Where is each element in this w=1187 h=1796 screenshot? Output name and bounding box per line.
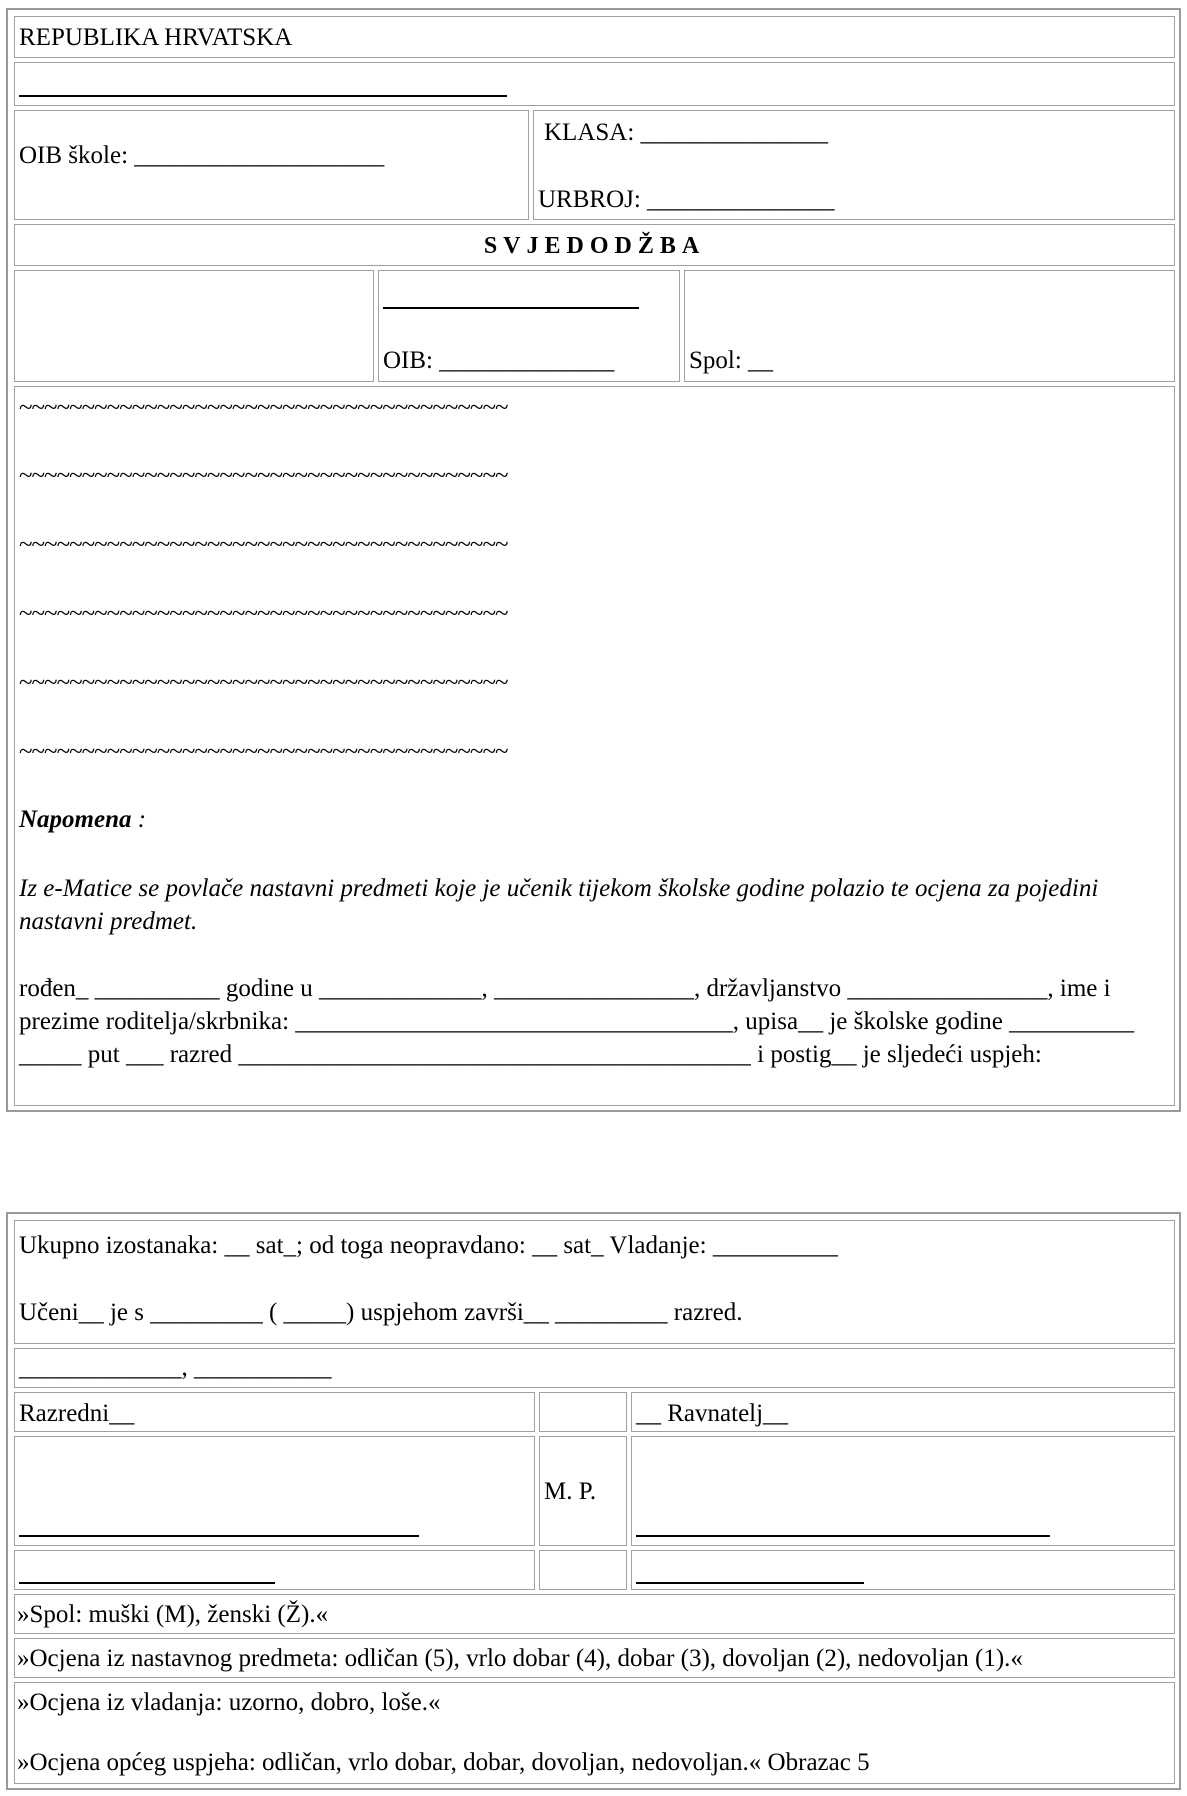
class-teacher-signature-line [19, 1535, 419, 1537]
student-sex-cell [684, 270, 1175, 382]
results-cell [14, 1220, 1175, 1344]
completion-line: Učeni__ je s _________ ( _____) uspjehom završi__ _________ razred. [19, 1299, 743, 1326]
stamp-header-empty [539, 1392, 627, 1432]
absences-line: Ukupno izostanaka: __ sat_; od toga neopravdano: __ sat_ Vladanje: __________ [19, 1232, 838, 1259]
subject-placeholder-row: ~~~~~~~~~~~~~~~~~~~~~~~~~~~~~~~~~~~~~~~ [19, 669, 508, 696]
student-oib: OIB: ______________ [383, 347, 615, 374]
legend-conduct-row [14, 1682, 1175, 1784]
page-title: SVJEDODŽBA [483, 233, 706, 259]
urbroj-field: URBROJ: _______________ [538, 186, 835, 213]
note-heading-line [19, 805, 146, 835]
legend-overall: »Ocjena općeg uspjeha: odličan, vrlo dobar, dobar, dovoljan, nedovoljan.« Obrazac 5 [17, 1749, 870, 1776]
student-name-line [383, 307, 639, 309]
title-row [14, 224, 1175, 266]
principal-name-line [636, 1582, 864, 1584]
class-teacher-signature-cell [14, 1436, 535, 1546]
legend-subject-grade-row [14, 1638, 1175, 1678]
student-name-empty-cell [14, 270, 374, 382]
principal-signature-cell [631, 1436, 1175, 1546]
principal-label-cell [631, 1392, 1175, 1432]
legend-conduct: »Ocjena iz vladanja: uzorno, dobro, loše.« [17, 1689, 441, 1716]
stamp-cell [539, 1436, 627, 1546]
place-date-row [14, 1348, 1175, 1388]
subject-placeholder-row: ~~~~~~~~~~~~~~~~~~~~~~~~~~~~~~~~~~~~~~~ [19, 738, 508, 765]
legend-sex-row [14, 1594, 1175, 1634]
school-name-row [14, 62, 1175, 106]
certificate-back [6, 1212, 1181, 1790]
student-oib-cell [378, 270, 680, 382]
klasa-field: KLASA: _______________ [544, 119, 829, 146]
note-text: Iz e-Matice se povlače nastavni predmeti koje je učenik tijekom školske godine polazio te ocjena za pojedini nastavni predmet. [19, 875, 1099, 935]
note-heading: Napomena [19, 806, 132, 833]
republic-label: REPUBLIKA HRVATSKA [19, 24, 293, 51]
class-number-cell [533, 110, 1175, 220]
place-date: _____________, ___________ [19, 1354, 332, 1381]
principal-signature-line [636, 1535, 1050, 1537]
certificate-front [6, 8, 1181, 1112]
school-oib: OIB škole: ____________________ [19, 142, 385, 169]
school-name-line [19, 95, 507, 97]
legend-sex: »Spol: muški (M), ženski (Ž).« [17, 1601, 329, 1628]
principal-name-cell [631, 1550, 1175, 1590]
subject-placeholder-row: ~~~~~~~~~~~~~~~~~~~~~~~~~~~~~~~~~~~~~~~ [19, 600, 508, 627]
stamp-footer-empty [539, 1550, 627, 1590]
principal-label: __ Ravnatelj__ [636, 1400, 789, 1427]
birth-paragraph: rođen_ __________ godine u _____________, ________________, državljanstvo ________________, ime i prezime roditelja/skrbnika: ___________________________________, upisa__ je školske godine __________ _____ put ___ razred _________________________________________ i postig__ je sljedeći uspjeh: [19, 975, 1135, 1068]
republic-row [14, 16, 1175, 58]
class-teacher-label-cell [14, 1392, 535, 1432]
subject-placeholder-row: ~~~~~~~~~~~~~~~~~~~~~~~~~~~~~~~~~~~~~~~ [19, 462, 508, 489]
subject-placeholder-row: ~~~~~~~~~~~~~~~~~~~~~~~~~~~~~~~~~~~~~~~ [19, 531, 508, 558]
subject-placeholder-row: ~~~~~~~~~~~~~~~~~~~~~~~~~~~~~~~~~~~~~~~ [19, 394, 508, 421]
student-sex: Spol: __ [689, 347, 774, 374]
school-oib-cell [14, 110, 529, 220]
stamp-label: M. P. [544, 1478, 597, 1505]
class-teacher-name-line [19, 1582, 275, 1584]
main-content-cell [14, 386, 1175, 1106]
note-colon: : [131, 806, 147, 833]
legend-subject-grade: »Ocjena iz nastavnog predmeta: odličan (5), vrlo dobar (4), dobar (3), dovoljan (2), nedovoljan (1).« [17, 1645, 1023, 1672]
class-teacher-label: Razredni__ [19, 1400, 135, 1427]
class-teacher-name-cell [14, 1550, 535, 1590]
